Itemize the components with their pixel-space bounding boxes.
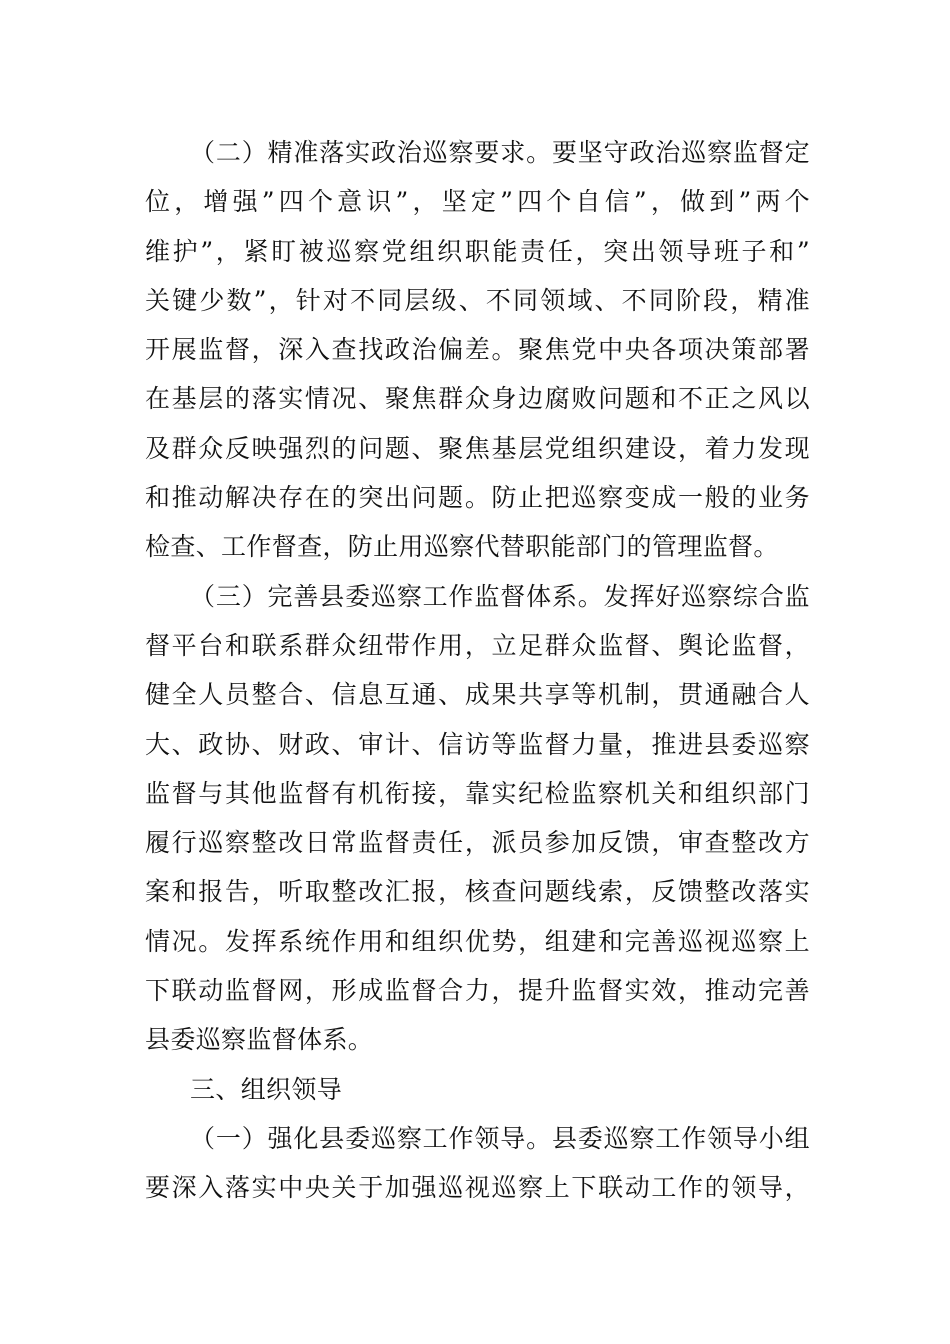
text-line: 位，增强”四个意识”，坚定”四个自信”，做到”两个 xyxy=(145,187,810,217)
text-line: 及群众反映强烈的问题、聚焦基层党组织建设，着力发现 xyxy=(145,433,810,463)
text-line: 和推动解决存在的突出问题。防止把巡察变成一般的业务 xyxy=(145,483,810,513)
text-line: 在基层的落实情况、聚焦群众身边腐败问题和不正之风以 xyxy=(145,384,810,414)
text-line: 关键少数”，针对不同层级、不同领域、不同阶段，精准 xyxy=(145,285,810,315)
text-line: 健全人员整合、信息互通、成果共享等机制，贯通融合人 xyxy=(145,680,810,710)
text-line: 维护”，紧盯被巡察党组织职能责任，突出领导班子和” xyxy=(145,236,810,266)
text-line: 开展监督，深入查找政治偏差。聚焦党中央各项决策部署 xyxy=(145,335,810,365)
text-line: 县委巡察监督体系。 xyxy=(145,1025,374,1055)
paragraph-2-title-line: （二）精准落实政治巡察要求。要坚守政治巡察监督定 xyxy=(190,138,810,167)
section-heading: 三、组织领导 xyxy=(190,1074,343,1104)
document-body xyxy=(145,128,810,1213)
paragraph-1-title-line: （一）强化县委巡察工作领导。县委巡察工作领导小组 xyxy=(190,1123,810,1153)
text-line: 下联动监督网，形成监督合力，提升监督实效，推动完善 xyxy=(145,976,810,1006)
text-line: 检查、工作督查，防止用巡察代替职能部门的管理监督。 xyxy=(145,532,779,562)
text-line: 履行巡察整改日常监督责任，派员参加反馈，审查整改方 xyxy=(145,828,810,858)
paragraph-3-title-line: （三）完善县委巡察工作监督体系。发挥好巡察综合监 xyxy=(190,581,810,611)
text-line: 监督与其他监督有机衔接，靠实纪检监察机关和组织部门 xyxy=(145,778,810,808)
text-line: 案和报告，听取整改汇报，核查问题线索，反馈整改落实 xyxy=(145,877,810,907)
text-line: 情况。发挥系统作用和组织优势，组建和完善巡视巡察上 xyxy=(145,926,810,956)
text-line: 大、政协、财政、审计、信访等监督力量，推进县委巡察 xyxy=(145,729,810,759)
text-line: 督平台和联系群众纽带作用，立足群众监督、舆论监督， xyxy=(145,630,810,660)
text-line: 要深入落实中央关于加强巡视巡察上下联动工作的领导， xyxy=(145,1173,810,1203)
